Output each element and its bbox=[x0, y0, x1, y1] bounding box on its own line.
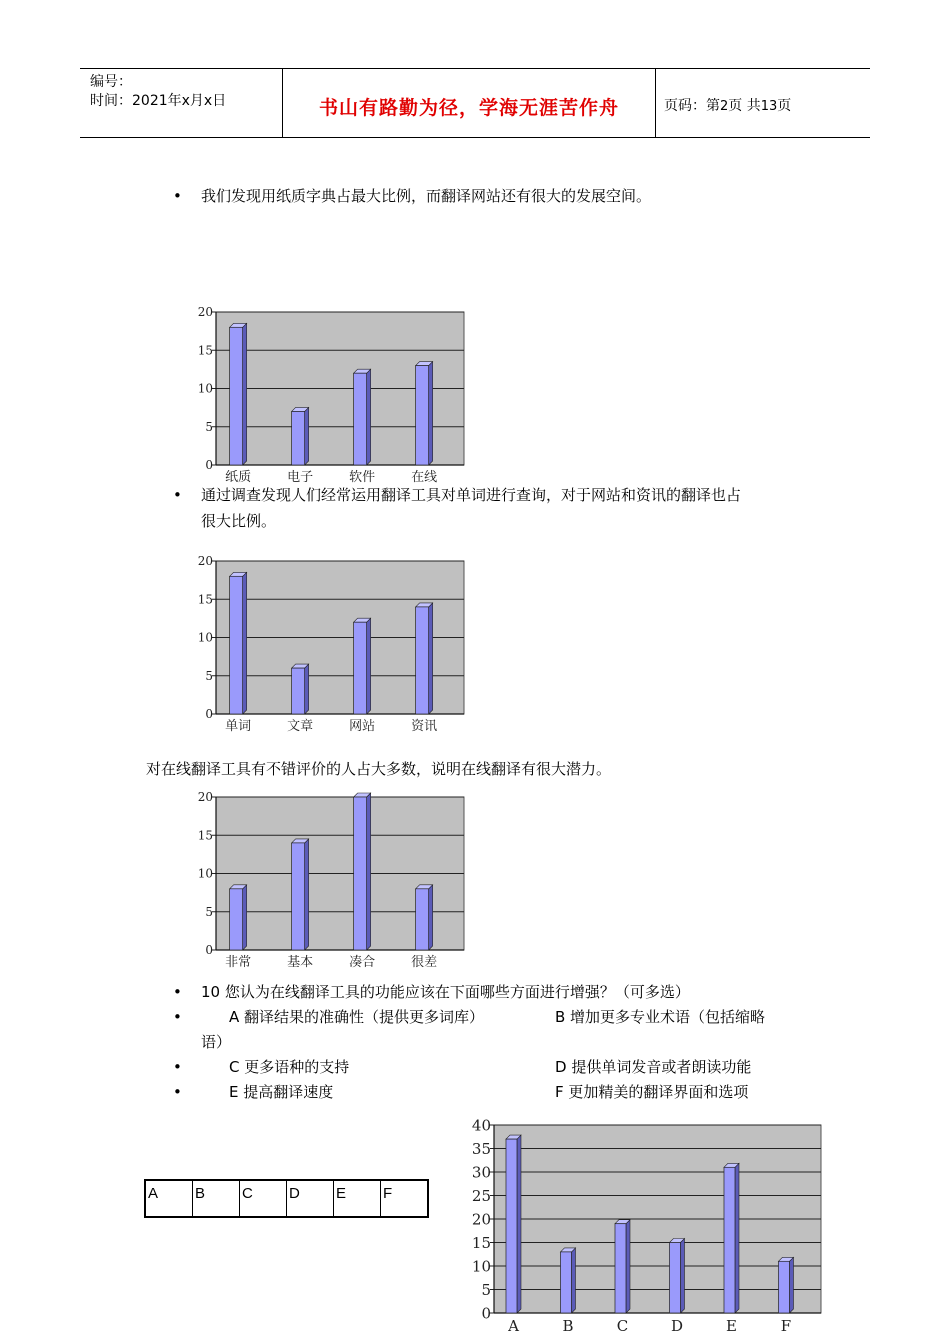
option-cell-b: B bbox=[193, 1180, 240, 1217]
page-suffix: 页 bbox=[777, 98, 792, 114]
option-b-line-1: B 增加更多专业术语（包括缩略 bbox=[555, 1008, 766, 1026]
bar-side bbox=[571, 1248, 575, 1313]
bar bbox=[292, 668, 305, 714]
bar-side bbox=[429, 603, 433, 714]
bar bbox=[724, 1167, 735, 1313]
y-tick-label: 0 bbox=[205, 458, 213, 473]
y-tick-label: 30 bbox=[471, 1163, 491, 1182]
y-tick-label: 15 bbox=[197, 592, 213, 607]
y-tick-label: 0 bbox=[205, 707, 213, 722]
y-tick-label: 20 bbox=[197, 790, 213, 805]
x-category-label: 资讯 bbox=[411, 719, 438, 734]
y-tick-label: 5 bbox=[481, 1280, 491, 1299]
header-motto-cell bbox=[282, 69, 656, 137]
bar-side bbox=[626, 1220, 630, 1313]
option-cell-a: A bbox=[145, 1180, 193, 1217]
x-category-label: 纸质 bbox=[225, 470, 252, 485]
option-table bbox=[144, 1179, 429, 1218]
bar bbox=[778, 1261, 789, 1313]
bar bbox=[230, 889, 243, 950]
y-tick-label: 10 bbox=[197, 630, 213, 645]
x-category-label: A bbox=[508, 1317, 519, 1335]
page-prefix: 页码：第 bbox=[664, 98, 720, 114]
paragraph-2-line-1: 通过调查发现人们经常运用翻译工具对单词进行查询，对于网站和资讯的翻译也占 bbox=[201, 486, 742, 504]
bar bbox=[669, 1243, 680, 1314]
y-tick-label: 5 bbox=[205, 904, 213, 919]
y-tick-label: 20 bbox=[471, 1210, 491, 1229]
time-label: 时间：2021年x月x日 bbox=[90, 93, 227, 109]
bar-side bbox=[367, 618, 371, 714]
x-category-label: 基本 bbox=[287, 955, 314, 970]
y-tick-label: 10 bbox=[471, 1257, 491, 1276]
option-b-line-2: 语） bbox=[201, 1033, 232, 1051]
bar-side bbox=[367, 369, 371, 465]
bullet: • bbox=[173, 486, 182, 504]
option-c: C 更多语种的支持 bbox=[229, 1058, 350, 1076]
paragraph-1: 我们发现用纸质字典占最大比例，而翻译网站还有很大的发展空间。 bbox=[201, 187, 652, 205]
x-category-label: 非常 bbox=[225, 955, 252, 970]
y-tick-label: 25 bbox=[471, 1186, 491, 1205]
bar bbox=[416, 889, 429, 950]
bullet: • bbox=[173, 1058, 182, 1076]
y-tick-label: 10 bbox=[197, 866, 213, 881]
page-number: 2 bbox=[720, 99, 729, 114]
bar-side bbox=[789, 1257, 793, 1313]
number-label: 编号： bbox=[90, 74, 132, 90]
x-category-label: E bbox=[726, 1317, 737, 1335]
x-category-label: 电子 bbox=[287, 470, 314, 485]
y-tick-label: 0 bbox=[481, 1304, 491, 1323]
bar bbox=[354, 797, 367, 950]
y-tick-label: 10 bbox=[197, 381, 213, 396]
page-total: 13 bbox=[760, 99, 778, 114]
y-tick-label: 5 bbox=[205, 419, 213, 434]
bar-side bbox=[367, 793, 371, 950]
paragraph-2-line-2: 很大比例。 bbox=[201, 512, 277, 530]
chart-query-type bbox=[180, 549, 480, 739]
x-category-label: 很差 bbox=[411, 955, 438, 970]
option-d: D 提供单词发音或者朗读功能 bbox=[555, 1058, 752, 1076]
x-category-label: 单词 bbox=[225, 719, 252, 734]
bullet: • bbox=[173, 1083, 182, 1101]
bar bbox=[292, 843, 305, 950]
y-tick-label: 40 bbox=[471, 1116, 491, 1135]
bar-side bbox=[243, 572, 247, 714]
x-category-label: 文章 bbox=[287, 719, 314, 734]
paragraph-3: 对在线翻译工具有不错评价的人占大多数，说明在线翻译有很大潜力。 bbox=[146, 760, 612, 778]
bar-side bbox=[680, 1239, 684, 1314]
y-tick-label: 15 bbox=[197, 343, 213, 358]
bullet: • bbox=[173, 983, 182, 1001]
y-tick-label: 15 bbox=[197, 828, 213, 843]
option-cell-d: D bbox=[287, 1180, 334, 1217]
bar-side bbox=[305, 664, 309, 714]
option-cell-e: E bbox=[334, 1180, 381, 1217]
option-a: A 翻译结果的准确性（提供更多词库） bbox=[229, 1008, 485, 1026]
y-tick-label: 5 bbox=[205, 668, 213, 683]
x-category-label: 软件 bbox=[349, 470, 376, 485]
option-table-row bbox=[145, 1180, 428, 1217]
bar bbox=[230, 327, 243, 465]
bullet: • bbox=[173, 1008, 182, 1026]
bar-side bbox=[429, 885, 433, 950]
header-left bbox=[90, 73, 226, 141]
x-category-label: D bbox=[670, 1317, 684, 1335]
bar bbox=[506, 1139, 517, 1313]
motto: 书山有路勤为径，学海无涯苦作舟 bbox=[318, 97, 619, 119]
bar bbox=[416, 366, 429, 465]
bar-side bbox=[517, 1135, 521, 1313]
y-tick-label: 20 bbox=[197, 554, 213, 569]
bar bbox=[615, 1224, 626, 1313]
bar-side bbox=[243, 885, 247, 950]
bar bbox=[354, 373, 367, 465]
option-e: E 提高翻译速度 bbox=[229, 1083, 334, 1101]
option-cell-f: F bbox=[381, 1180, 429, 1217]
y-tick-label: 20 bbox=[197, 305, 213, 320]
page-indicator bbox=[664, 95, 791, 163]
chart-dictionary-type bbox=[180, 300, 480, 490]
x-category-label: 网站 bbox=[349, 719, 376, 734]
bar bbox=[230, 576, 243, 714]
x-category-label: C bbox=[616, 1317, 629, 1335]
page-header bbox=[80, 68, 870, 138]
y-tick-label: 0 bbox=[205, 943, 213, 958]
option-f: F 更加精美的翻译界面和选项 bbox=[555, 1083, 749, 1101]
bar-side bbox=[429, 362, 433, 465]
x-category-label: F bbox=[780, 1317, 792, 1335]
x-category-label: 凑合 bbox=[349, 955, 376, 970]
option-cell-c: C bbox=[240, 1180, 287, 1217]
x-category-label: B bbox=[562, 1317, 574, 1335]
bullet: • bbox=[173, 187, 182, 205]
y-tick-label: 15 bbox=[471, 1233, 491, 1252]
bar-side bbox=[735, 1163, 739, 1313]
bar bbox=[354, 622, 367, 714]
chart-evaluation bbox=[180, 785, 480, 975]
bar-side bbox=[305, 839, 309, 950]
question-10: 10 您认为在线翻译工具的功能应该在下面哪些方面进行增强？（可多选） bbox=[201, 983, 690, 1001]
bar bbox=[560, 1252, 571, 1313]
bar bbox=[416, 607, 429, 714]
bar-side bbox=[243, 323, 247, 465]
bar-side bbox=[305, 407, 309, 465]
bar bbox=[292, 411, 305, 465]
chart-feature-requests bbox=[460, 1117, 830, 1339]
x-category-label: 在线 bbox=[411, 470, 438, 485]
y-tick-label: 35 bbox=[471, 1139, 491, 1158]
page-mid: 页 共 bbox=[728, 98, 761, 114]
